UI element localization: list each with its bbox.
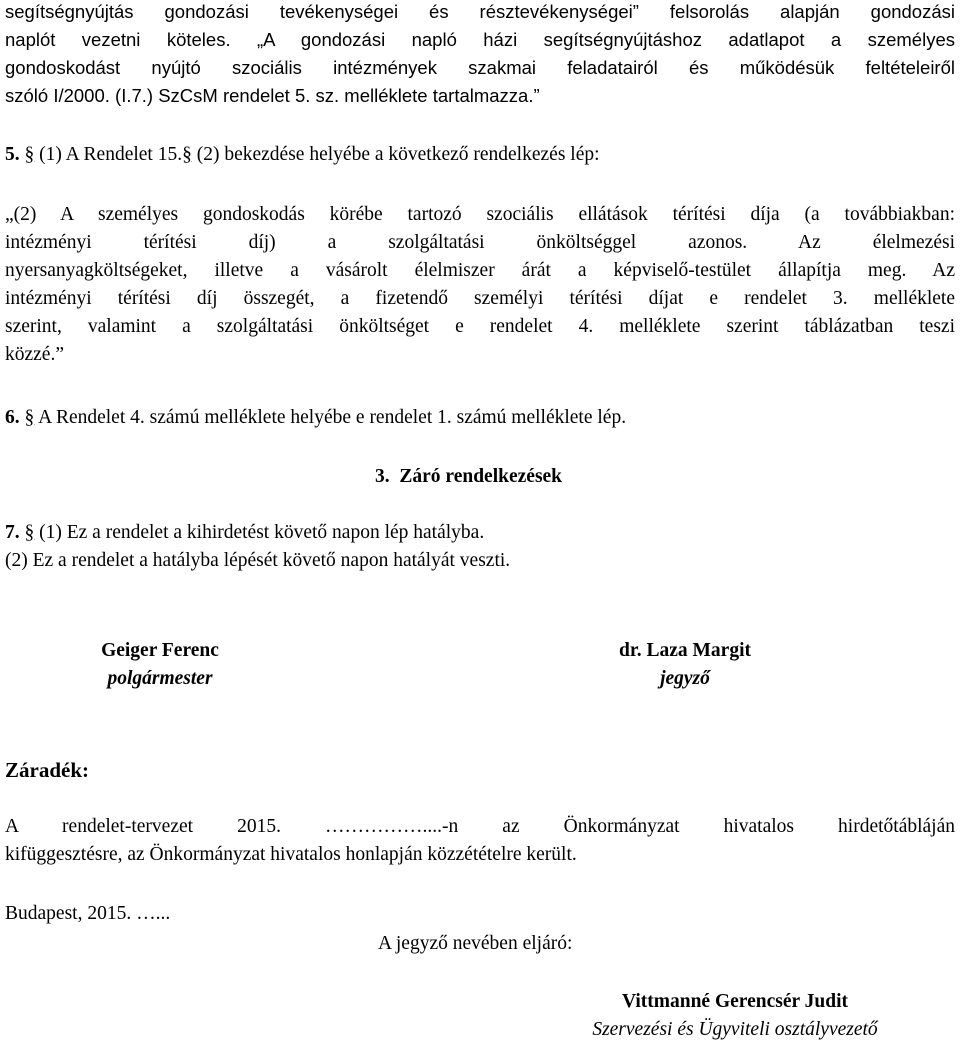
place-date: Budapest, 2015. …... (5, 903, 171, 924)
quote-line: „(2) A személyes gondoskodás körébe tartozó szociális ellátások térítési díja (a továbbiakban: (5, 204, 955, 225)
paragraph-symbol: § (182, 144, 192, 165)
clause-body (5, 813, 955, 869)
chapter-heading: 3. Záró rendelkezések (375, 466, 563, 487)
quote-line: szerint, valamint a szolgáltatási önköltséget e rendelet 4. melléklete szerint táblázatban teszi (5, 316, 955, 337)
section-number: 7. (5, 522, 20, 543)
paragraph-symbol: § (24, 144, 35, 165)
signer-title: jegyző (660, 668, 710, 689)
amendment-quote (5, 201, 955, 369)
signature-notary (570, 637, 800, 693)
section-7 (5, 519, 955, 575)
signer-name: Geiger Ferenc (101, 640, 219, 661)
section-number: 5. (5, 144, 20, 165)
intro-line: segítségnyújtás gondozási tevékenységei és résztevékenységei” felsorolás alapján gondozási (5, 1, 955, 22)
intro-line: gondoskodást nyújtó szociális intézmények szakmai feladatairól és működésük feltételeiről (5, 57, 955, 78)
clause-heading: Záradék: (5, 758, 89, 782)
quote-line: intézményi térítési díj összegét, a fizetendő személyi térítési díjat e rendelet 3. melléklete (5, 288, 955, 309)
intro-paragraph (5, 0, 955, 110)
signature-head (535, 988, 935, 1044)
section-text: (1) Ez a rendelet a kihirdetést követő napon lép hatályba. (39, 522, 485, 543)
signer-name: Vittmanné Gerencsér Judit (621, 991, 849, 1012)
paragraph-symbol: § (24, 407, 35, 428)
intro-line: szóló I/2000. (I.7.) SzCsM rendelet 5. sz. melléklete tartalmazza.” (5, 85, 540, 106)
section-number: 6. (5, 407, 20, 428)
section-text: (1) A Rendelet 15. (39, 144, 183, 165)
section-text: (2) bekezdése helyébe a következő rendelkezés lép: (196, 144, 600, 165)
section-text: A Rendelet 4. számú melléklete helyébe e rendelet 1. számú melléklete lép. (38, 407, 627, 428)
quote-line: nyersanyagköltségeket, illetve a vásárolt élelmiszer árát a képviselő-testület állapítja meg. Az (5, 260, 955, 281)
clause-line: A rendelet-tervezet 2015. ……………....-n az Önkormányzat hivatalos hirdetőtábláján (5, 816, 955, 837)
intro-line: naplót vezetni köteles. „A gondozási napló házi segítségnyújtáshoz adatlapot a személyes (5, 29, 955, 50)
paragraph-symbol: § (24, 522, 35, 543)
section-5-heading (5, 141, 955, 169)
quote-line: közzé.” (5, 344, 64, 365)
on-behalf-label: A jegyző nevében eljáró: (378, 933, 573, 954)
signer-name: dr. Laza Margit (619, 640, 751, 661)
signature-mayor (45, 637, 275, 693)
clause-line: kifüggesztésre, az Önkormányzat hivatalos honlapján közzétételre került. (5, 844, 577, 865)
section-6 (5, 404, 955, 432)
signer-title: polgármester (107, 668, 213, 689)
quote-line: intézményi térítési díj) a szolgáltatási önköltséggel azonos. Az élelmezési (5, 232, 955, 253)
section-text: (2) Ez a rendelet a hatályba lépését követő napon hatályát veszti. (5, 550, 511, 571)
signer-title: Szervezési és Ügyviteli osztályvezető (592, 1019, 878, 1040)
